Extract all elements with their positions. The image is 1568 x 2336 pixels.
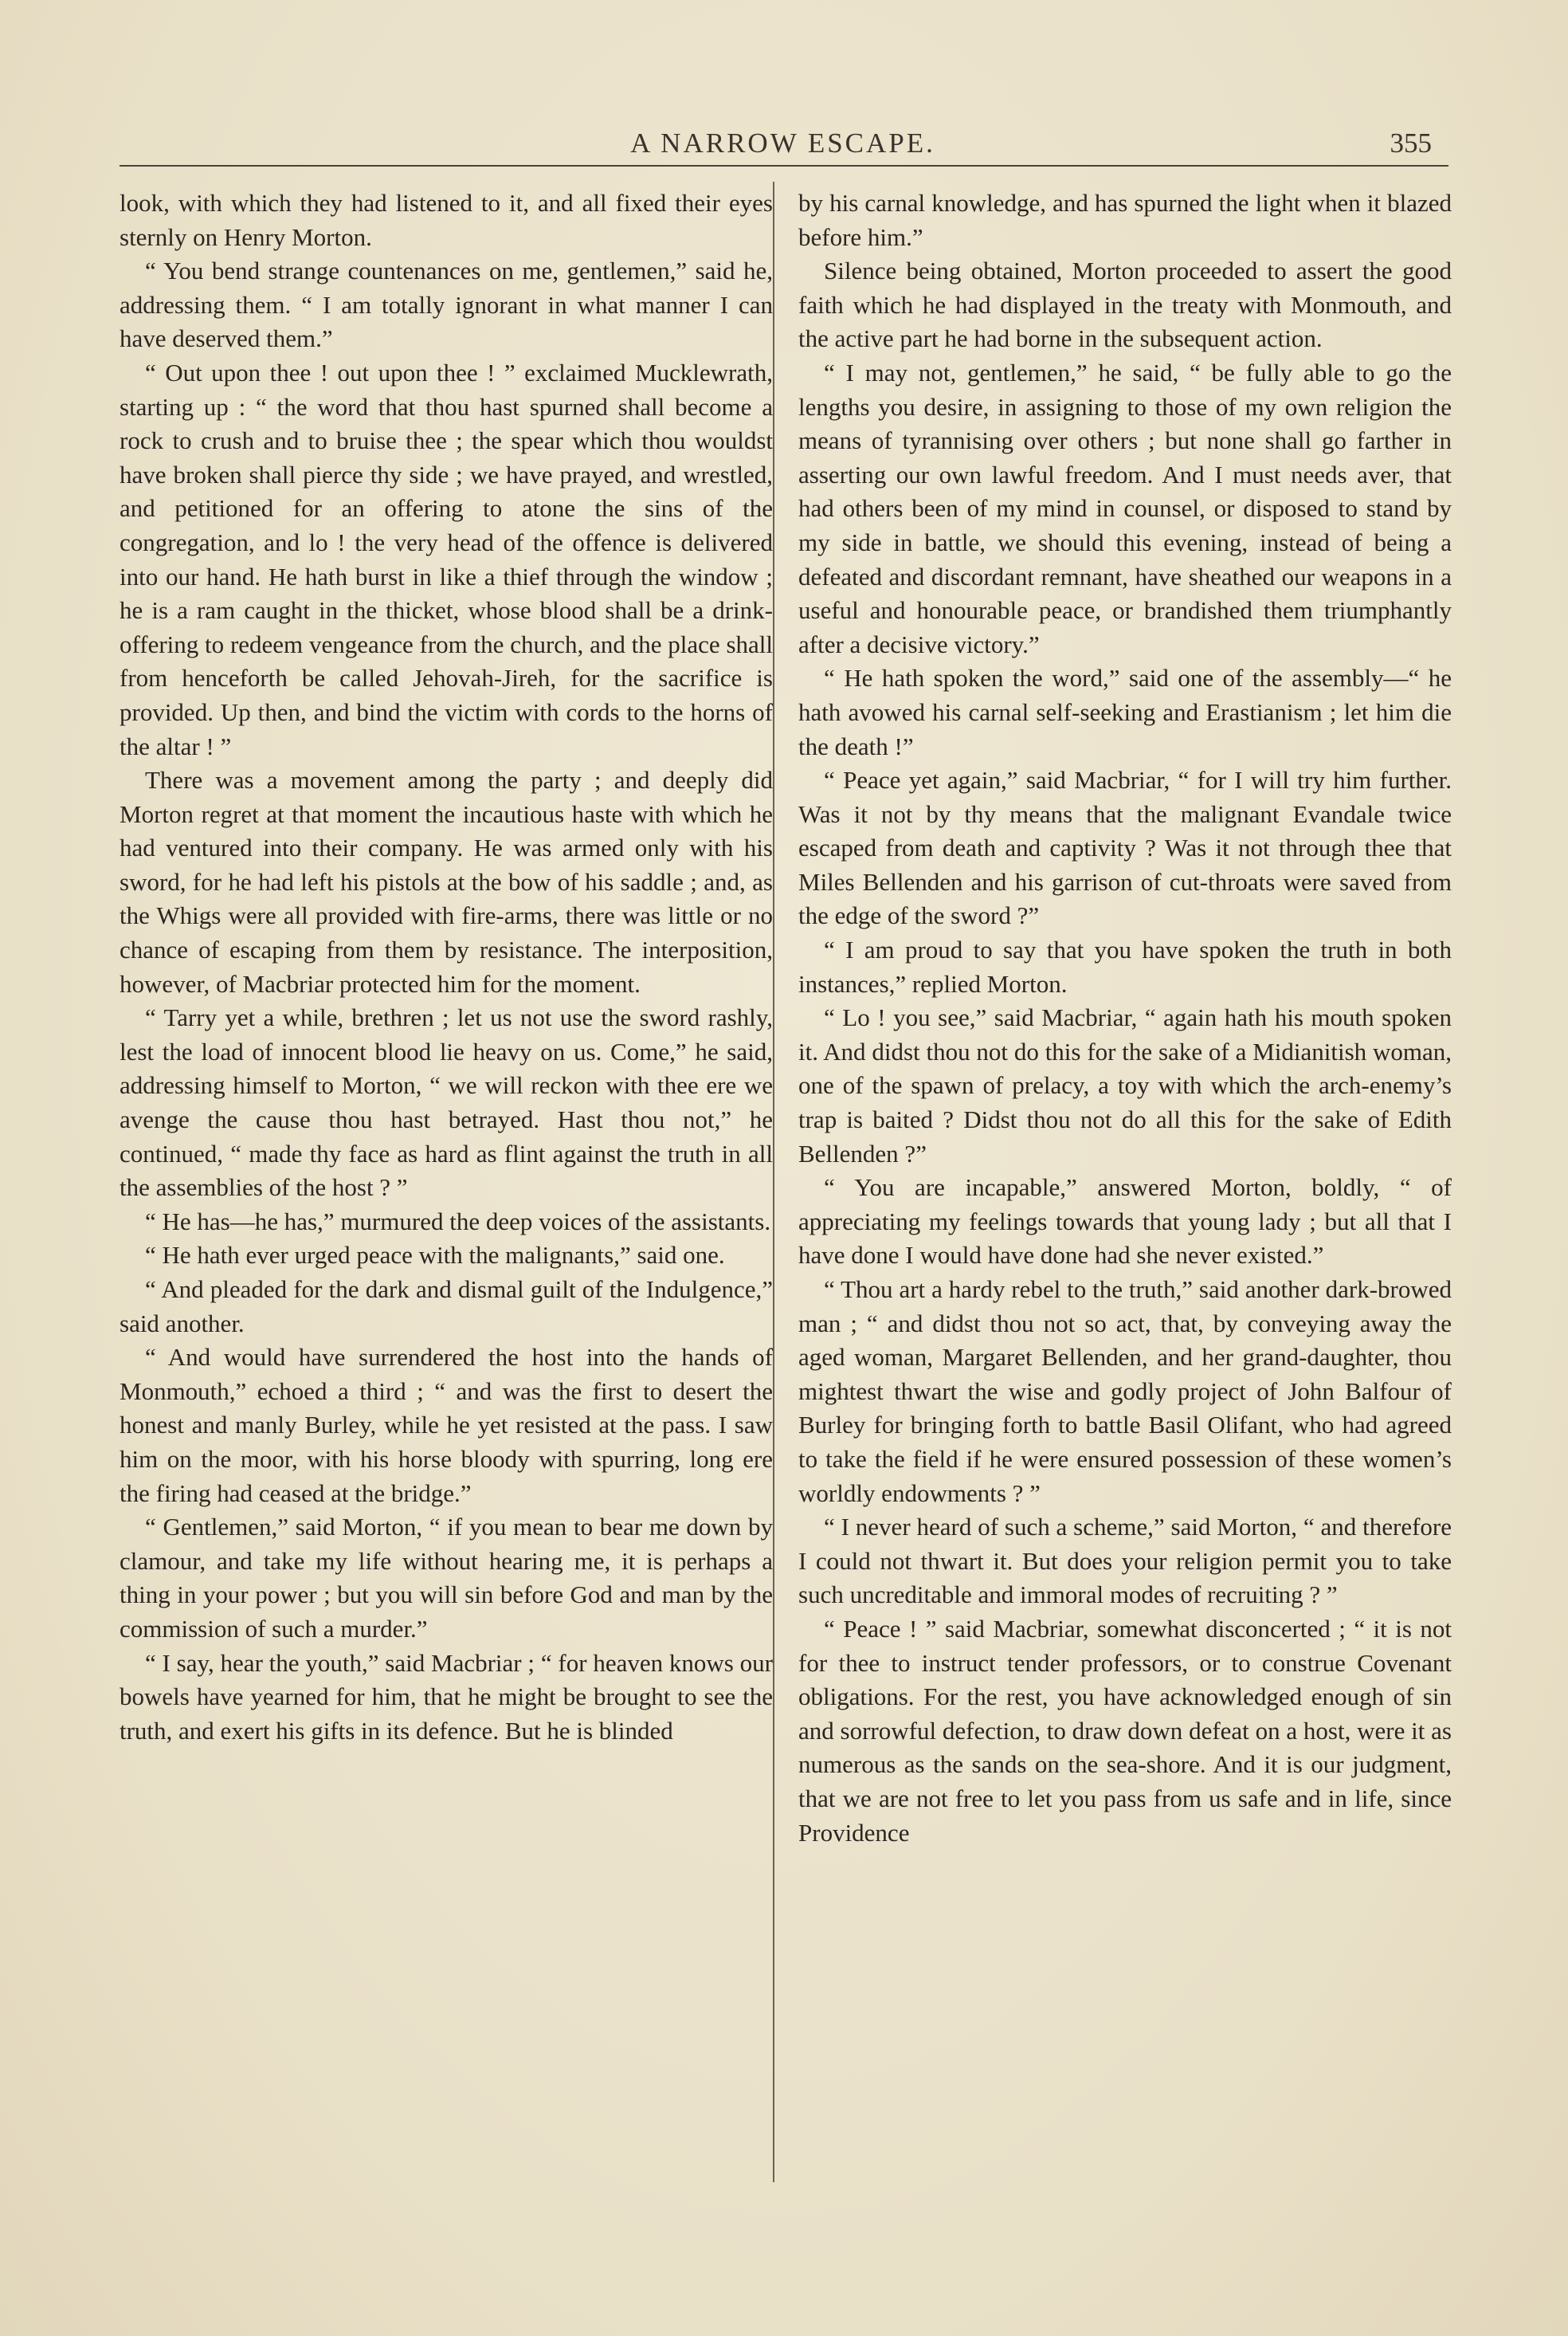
paragraph: “ Peace yet again,” said Macbriar, “ for I will try him further. Was it not by thy means that the malignant Evandale twice escaped from death and captivity ? Was it not through thee that Miles Bellenden and his garrison of cut-throats were saved from the edge of the sword ?” <box>798 766 1452 930</box>
paragraph: “ I never heard of such a scheme,” said Morton, “ and therefore I could not thwart it. But does your religion permit you to take such uncreditable and immoral modes of recruiting ? ” <box>798 1513 1452 1609</box>
paragraph: “ He has—he has,” murmured the deep voices of the assistants. <box>145 1207 771 1235</box>
paragraph: look, with which they had listened to it, and all fixed their eyes sternly on Henry Morton. <box>120 189 773 251</box>
paragraph: “ You are incapable,” answered Morton, boldly, “ of appreciating my feelings towards that young lady ; but all that I have done I would have done had she never existed.” <box>798 1173 1452 1270</box>
paragraph: “ Peace ! ” said Macbriar, somewhat disconcerted ; “ it is not for thee to instruct tender professors, or to construe Covenant obligations. For the rest, you have acknowledged enough of sin and sorrowful defection, to draw down defeat on a host, were it as numerous as the sands on the sea-shore. And it is our judgment, that we are not free to let you pass from us safe and in life, since Providence <box>798 1614 1452 1847</box>
paragraph: “ He hath ever urged peace with the malignants,” said one. <box>145 1241 725 1270</box>
page-header <box>120 120 1446 167</box>
paragraph: “ I may not, gentlemen,” he said, “ be fully able to go the lengths you desire, in assigning to those of my own religion the means of tyrannising over others ; but none shall go farther in asserting our own lawful freedom. And I must needs aver, that had others been of my mind in counsel, or disposed to stand by my side in battle, we should this evening, instead of being a defeated and discordant remnant, have sheathed our weapons in a useful and honourable peace, or brandished them triumphantly after a decisive victory.” <box>798 358 1452 658</box>
running-title: A NARROW ESCAPE. <box>630 128 935 159</box>
paragraph: “ I say, hear the youth,” said Macbriar ; “ for heaven knows our bowels have yearned for him, that he might be brought to see the truth, and exert his gifts in its defence. But he is blinded <box>120 1648 773 1745</box>
paragraph: “ Lo ! you see,” said Macbriar, “ again hath his mouth spoken it. And didst thou not do this for the sake of a Midianitish woman, one of the spawn of prelacy, a toy with which the arch-enemy’s trap is baited ? Didst thou not do all this for the sake of Edith Bellenden ?” <box>798 1003 1452 1168</box>
header-rule <box>120 165 1448 167</box>
right-column <box>798 186 1452 1850</box>
paragraph: “ And pleaded for the dark and dismal guilt of the Indulgence,” said another. <box>120 1275 773 1337</box>
paragraph: There was a movement among the party ; and deeply did Morton regret at that moment the incautious haste with which he had ventured into their company. He was armed only with his sword, for he had left his pistols at the bow of his saddle ; and, as the Whigs were all provided with fire-arms, there was little or no chance of escaping from them by resistance. The interposition, however, of Macbriar protected him for the moment. <box>120 766 773 998</box>
paragraph: by his carnal knowledge, and has spurned the light when it blazed before him.” <box>798 189 1452 251</box>
paragraph: “ I am proud to say that you have spoken the truth in both instances,” replied Morton. <box>798 936 1452 998</box>
column-divider <box>773 182 774 2182</box>
paragraph: “ Thou art a hardy rebel to the truth,” said another dark-browed man ; “ and didst thou not so act, that, by conveying away the aged woman, Margaret Bellenden, and her grand-daughter, thou mightest thwart the wise and godly project of John Balfour of Burley for bringing forth to battle Basil Olifant, who had agreed to take the field if he were ensured possession of these women’s worldly endowments ? ” <box>798 1275 1452 1507</box>
page-number: 355 <box>1390 128 1432 159</box>
paragraph: “ Gentlemen,” said Morton, “ if you mean to bear me down by clamour, and take my life without hearing me, it is perhaps a thing in your power ; but you will sin before God and man by the commission of such a murder.” <box>120 1513 773 1643</box>
paragraph: “ And would have surrendered the host into the hands of Monmouth,” echoed a third ; “ and was the first to desert the honest and manly Burley, while he yet resisted at the pass. I saw him on the moor, with his horse bloody with spurring, long ere the firing had ceased at the bridge.” <box>120 1343 773 1507</box>
paragraph: “ He hath spoken the word,” said one of the assembly—“ he hath avowed his carnal self-seeking and Erastianism ; let him die the death !” <box>798 664 1452 760</box>
paragraph: Silence being obtained, Morton proceeded to assert the good faith which he had displayed in the treaty with Monmouth, and the active part he had borne in the subsequent action. <box>798 257 1452 353</box>
paragraph: “ You bend strange countenances on me, gentlemen,” said he, addressing them. “ I am totally ignorant in what manner I can have deserved them.” <box>120 257 773 353</box>
paragraph: “ Out upon thee ! out upon thee ! ” exclaimed Mucklewrath, starting up : “ the word that thou hast spurned shall become a rock to crush and to bruise thee ; the spear which thou wouldst have broken shall pierce thy side ; we have prayed, and wrestled, and petitioned for an offering to atone the sins of the congregation, and lo ! the very head of the offence is delivered into our hand. He hath burst in like a thief through the window ; he is a ram caught in the thicket, whose blood shall be a drink-offering to redeem vengeance from the church, and the place shall from henceforth be called Jehovah-Jireh, for the sacrifice is provided. Up then, and bind the victim with cords to the horns of the altar ! ” <box>120 358 773 760</box>
left-column <box>120 186 773 1748</box>
paragraph: “ Tarry yet a while, brethren ; let us not use the sword rashly, lest the load of innocent blood lie heavy on us. Come,” he said, addressing himself to Morton, “ we will reckon with thee ere we avenge the cause thou hast betrayed. Hast thou not,” he continued, “ made thy face as hard as flint against the truth in all the assemblies of the host ? ” <box>120 1003 773 1202</box>
